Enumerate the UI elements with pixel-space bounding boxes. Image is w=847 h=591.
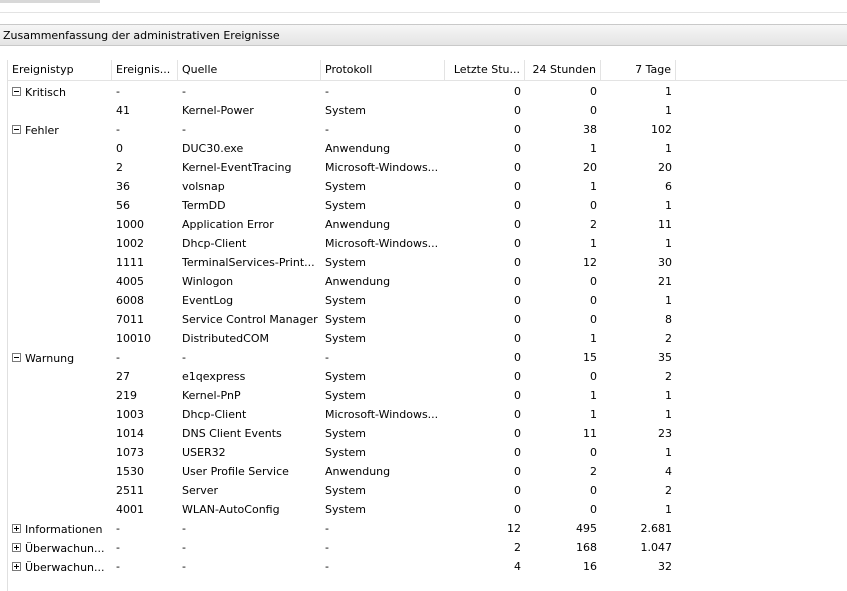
cell-type — [8, 291, 112, 310]
cell-7-days: 2 — [665, 332, 672, 345]
cell-event-id: 1014 — [116, 427, 144, 440]
cell-log: Anwendung — [325, 142, 391, 155]
cell-log: Anwendung — [325, 275, 391, 288]
column-header-7-tage[interactable]: 7 Tage — [601, 60, 676, 80]
group-row[interactable] — [8, 538, 847, 557]
cell-event-id: 1111 — [116, 256, 144, 269]
cell-last-hour: 0 — [514, 142, 521, 155]
table-row[interactable] — [8, 424, 847, 443]
cell-type — [8, 386, 112, 405]
group-row[interactable] — [8, 120, 847, 139]
cell-last-hour: 0 — [514, 332, 521, 345]
cell-log: System — [325, 104, 367, 117]
table-row[interactable] — [8, 386, 847, 405]
table-row[interactable] — [8, 196, 847, 215]
cell-24-hours: 11 — [583, 427, 597, 440]
cell-source: DistributedCOM — [182, 332, 269, 345]
cell-last-hour: 4 — [514, 560, 521, 573]
cell-log: System — [325, 256, 367, 269]
cell-24-hours: 168 — [576, 541, 597, 554]
cell-event-id: - — [116, 541, 120, 554]
cell-7-days: 1.047 — [640, 541, 672, 554]
section-title: Zusammenfassung der administrativen Ereignisse — [3, 29, 280, 42]
cell-event-id: 4005 — [116, 275, 144, 288]
cell-source: TermDD — [182, 199, 226, 212]
cell-event-id: - — [116, 123, 120, 136]
table-row[interactable] — [8, 367, 847, 386]
cell-source: - — [182, 85, 186, 98]
top-strip — [0, 0, 847, 24]
cell-7-days: 30 — [658, 256, 672, 269]
expand-icon[interactable] — [12, 543, 21, 552]
group-label: Kritisch — [25, 85, 66, 99]
cell-type — [8, 196, 112, 215]
expand-icon[interactable] — [12, 524, 21, 533]
section-header[interactable] — [0, 24, 847, 46]
cell-log: - — [325, 560, 329, 573]
cell-source: USER32 — [182, 446, 226, 459]
cell-source: - — [182, 541, 186, 554]
cell-last-hour: 0 — [514, 370, 521, 383]
table-row[interactable] — [8, 177, 847, 196]
column-header-ereignis-id[interactable]: Ereignis... — [112, 60, 178, 80]
cell-7-days: 8 — [665, 313, 672, 326]
cell-7-days: 4 — [665, 465, 672, 478]
expand-icon[interactable] — [12, 562, 21, 571]
cell-24-hours: 0 — [590, 85, 597, 98]
table-row[interactable] — [8, 443, 847, 462]
cell-24-hours: 38 — [583, 123, 597, 136]
cell-24-hours: 0 — [590, 484, 597, 497]
cell-last-hour: 0 — [514, 484, 521, 497]
cell-7-days: 1 — [665, 237, 672, 250]
cell-24-hours: 15 — [583, 351, 597, 364]
cell-type — [8, 120, 112, 139]
cell-24-hours: 1 — [590, 408, 597, 421]
table-header — [8, 60, 847, 81]
cell-24-hours: 0 — [590, 313, 597, 326]
cell-last-hour: 0 — [514, 503, 521, 516]
table-row[interactable] — [8, 253, 847, 272]
cell-type — [8, 557, 112, 576]
cell-event-id: 1002 — [116, 237, 144, 250]
cell-log: - — [325, 85, 329, 98]
cell-source: WLAN-AutoConfig — [182, 503, 280, 516]
cell-last-hour: 0 — [514, 351, 521, 364]
cell-source: Service Control Manager — [182, 313, 318, 326]
cell-last-hour: 0 — [514, 237, 521, 250]
cell-24-hours: 0 — [590, 294, 597, 307]
cell-type — [8, 329, 112, 348]
cell-log: Microsoft-Windows... — [325, 237, 439, 250]
cell-last-hour: 0 — [514, 104, 521, 117]
column-header-ereignistyp[interactable]: Ereignistyp — [8, 60, 112, 80]
cell-type — [8, 272, 112, 291]
cell-type — [8, 424, 112, 443]
cell-event-id: 36 — [116, 180, 130, 193]
cell-event-id: 0 — [116, 142, 123, 155]
cell-log: System — [325, 503, 367, 516]
cell-7-days: 1 — [665, 389, 672, 402]
cell-type — [8, 481, 112, 500]
cell-source: e1qexpress — [182, 370, 246, 383]
cell-source: Dhcp-Client — [182, 408, 247, 421]
collapse-icon[interactable] — [12, 87, 21, 96]
cell-type — [8, 519, 112, 538]
top-strip-line — [0, 0, 100, 3]
cell-log: System — [325, 294, 367, 307]
cell-24-hours: 12 — [583, 256, 597, 269]
cell-event-id: 1000 — [116, 218, 144, 231]
cell-source: volsnap — [182, 180, 225, 193]
cell-log: - — [325, 522, 329, 535]
table-row[interactable] — [8, 500, 847, 519]
cell-7-days: 1 — [665, 294, 672, 307]
group-label: Informationen — [25, 522, 103, 536]
cell-last-hour: 0 — [514, 465, 521, 478]
table-row[interactable] — [8, 101, 847, 120]
group-row[interactable] — [8, 82, 847, 101]
cell-log: - — [325, 541, 329, 554]
cell-24-hours: 0 — [590, 446, 597, 459]
cell-24-hours: 2 — [590, 465, 597, 478]
cell-7-days: 1 — [665, 446, 672, 459]
cell-event-id: - — [116, 560, 120, 573]
cell-last-hour: 0 — [514, 199, 521, 212]
cell-24-hours: 20 — [583, 161, 597, 174]
cell-event-id: 41 — [116, 104, 130, 117]
cell-log: Microsoft-Windows... — [325, 408, 439, 421]
cell-7-days: 21 — [658, 275, 672, 288]
table-row[interactable] — [8, 158, 847, 177]
cell-log: System — [325, 484, 367, 497]
group-row[interactable] — [8, 557, 847, 576]
cell-event-id: 56 — [116, 199, 130, 212]
cell-event-id: 1003 — [116, 408, 144, 421]
cell-source: Kernel-Power — [182, 104, 254, 117]
table-row[interactable] — [8, 139, 847, 158]
cell-source: DUC30.exe — [182, 142, 244, 155]
group-label: Warnung — [25, 351, 75, 365]
cell-event-id: 7011 — [116, 313, 144, 326]
cell-24-hours: 0 — [590, 503, 597, 516]
cell-7-days: 1 — [665, 199, 672, 212]
cell-7-days: 23 — [658, 427, 672, 440]
cell-log: Microsoft-Windows... — [325, 161, 439, 174]
cell-source: Dhcp-Client — [182, 237, 247, 250]
cell-last-hour: 12 — [507, 522, 521, 535]
cell-7-days: 32 — [658, 560, 672, 573]
group-row[interactable] — [8, 348, 847, 367]
events-summary-table[interactable] — [7, 60, 847, 591]
cell-7-days: 102 — [651, 123, 672, 136]
cell-type — [8, 215, 112, 234]
cell-type — [8, 405, 112, 424]
cell-24-hours: 16 — [583, 560, 597, 573]
cell-last-hour: 0 — [514, 427, 521, 440]
table-row[interactable] — [8, 234, 847, 253]
cell-7-days: 35 — [658, 351, 672, 364]
column-header-letzte-stunde[interactable]: Letzte Stu... — [445, 60, 525, 80]
cell-7-days: 1 — [665, 142, 672, 155]
cell-7-days: 1 — [665, 85, 672, 98]
cell-type — [8, 82, 112, 101]
cell-type — [8, 234, 112, 253]
cell-log: System — [325, 446, 367, 459]
group-label: Fehler — [25, 123, 59, 137]
cell-event-id: 2511 — [116, 484, 144, 497]
cell-source: Application Error — [182, 218, 274, 231]
cell-type — [8, 367, 112, 386]
cell-log: System — [325, 199, 367, 212]
cell-type — [8, 158, 112, 177]
cell-type — [8, 139, 112, 158]
cell-type — [8, 500, 112, 519]
table-body — [8, 82, 847, 576]
cell-last-hour: 0 — [514, 313, 521, 326]
cell-24-hours: 1 — [590, 237, 597, 250]
cell-7-days: 11 — [658, 218, 672, 231]
cell-last-hour: 0 — [514, 161, 521, 174]
cell-log: System — [325, 389, 367, 402]
cell-type — [8, 177, 112, 196]
cell-last-hour: 0 — [514, 294, 521, 307]
cell-source: Kernel-EventTracing — [182, 161, 292, 174]
cell-source: TerminalServices-Print... — [182, 256, 315, 269]
table-row[interactable] — [8, 481, 847, 500]
table-row[interactable] — [8, 329, 847, 348]
cell-log: - — [325, 123, 329, 136]
cell-24-hours: 1 — [590, 142, 597, 155]
column-header-quelle[interactable]: Quelle — [178, 60, 321, 80]
cell-last-hour: 0 — [514, 85, 521, 98]
cell-type — [8, 310, 112, 329]
cell-7-days: 1 — [665, 408, 672, 421]
group-label: Überwachun... — [25, 560, 105, 574]
cell-log: Anwendung — [325, 218, 391, 231]
cell-log: - — [325, 351, 329, 364]
cell-last-hour: 0 — [514, 408, 521, 421]
table-row[interactable] — [8, 310, 847, 329]
cell-24-hours: 1 — [590, 389, 597, 402]
cell-type — [8, 253, 112, 272]
cell-event-id: - — [116, 351, 120, 364]
cell-type — [8, 462, 112, 481]
cell-source: Server — [182, 484, 219, 497]
table-row[interactable] — [8, 272, 847, 291]
cell-event-id: 219 — [116, 389, 137, 402]
cell-24-hours: 1 — [590, 332, 597, 345]
cell-24-hours: 495 — [576, 522, 597, 535]
cell-last-hour: 0 — [514, 275, 521, 288]
cell-log: System — [325, 313, 367, 326]
cell-7-days: 20 — [658, 161, 672, 174]
cell-source: - — [182, 522, 186, 535]
cell-event-id: 2 — [116, 161, 123, 174]
column-header-filler — [676, 60, 847, 80]
cell-last-hour: 2 — [514, 541, 521, 554]
cell-24-hours: 0 — [590, 370, 597, 383]
cell-last-hour: 0 — [514, 180, 521, 193]
cell-event-id: 1530 — [116, 465, 144, 478]
cell-type — [8, 538, 112, 557]
cell-source: - — [182, 123, 186, 136]
cell-source: - — [182, 351, 186, 364]
cell-source: EventLog — [182, 294, 234, 307]
cell-event-id: 27 — [116, 370, 130, 383]
cell-7-days: 6 — [665, 180, 672, 193]
cell-log: System — [325, 427, 367, 440]
cell-event-id: 1073 — [116, 446, 144, 459]
cell-7-days: 1 — [665, 104, 672, 117]
cell-event-id: - — [116, 85, 120, 98]
cell-log: System — [325, 180, 367, 193]
cell-event-id: 4001 — [116, 503, 144, 516]
cell-event-id: - — [116, 522, 120, 535]
table-row[interactable] — [8, 462, 847, 481]
collapse-icon[interactable] — [12, 353, 21, 362]
cell-7-days: 2 — [665, 370, 672, 383]
cell-last-hour: 0 — [514, 389, 521, 402]
table-row[interactable] — [8, 291, 847, 310]
cell-source: Winlogon — [182, 275, 234, 288]
cell-source: User Profile Service — [182, 465, 289, 478]
cell-7-days: 1 — [665, 503, 672, 516]
column-header-protokoll[interactable]: Protokoll — [321, 60, 445, 80]
cell-24-hours: 0 — [590, 199, 597, 212]
cell-last-hour: 0 — [514, 218, 521, 231]
top-strip-divider — [0, 12, 847, 13]
cell-log: Anwendung — [325, 465, 391, 478]
group-label: Überwachun... — [25, 541, 105, 555]
cell-source: DNS Client Events — [182, 427, 282, 440]
cell-last-hour: 0 — [514, 123, 521, 136]
cell-source: - — [182, 560, 186, 573]
table-row[interactable] — [8, 215, 847, 234]
cell-log: System — [325, 370, 367, 383]
cell-24-hours: 2 — [590, 218, 597, 231]
cell-7-days: 2.681 — [640, 522, 672, 535]
cell-last-hour: 0 — [514, 256, 521, 269]
cell-event-id: 6008 — [116, 294, 144, 307]
group-row[interactable] — [8, 519, 847, 538]
cell-24-hours: 0 — [590, 275, 597, 288]
cell-7-days: 2 — [665, 484, 672, 497]
cell-24-hours: 1 — [590, 180, 597, 193]
table-row[interactable] — [8, 405, 847, 424]
cell-source: Kernel-PnP — [182, 389, 241, 402]
cell-type — [8, 443, 112, 462]
cell-type — [8, 348, 112, 367]
collapse-icon[interactable] — [12, 125, 21, 134]
cell-last-hour: 0 — [514, 446, 521, 459]
cell-24-hours: 0 — [590, 104, 597, 117]
cell-event-id: 10010 — [116, 332, 151, 345]
column-header-24-stunden[interactable]: 24 Stunden — [525, 60, 601, 80]
cell-type — [8, 101, 112, 120]
cell-log: System — [325, 332, 367, 345]
